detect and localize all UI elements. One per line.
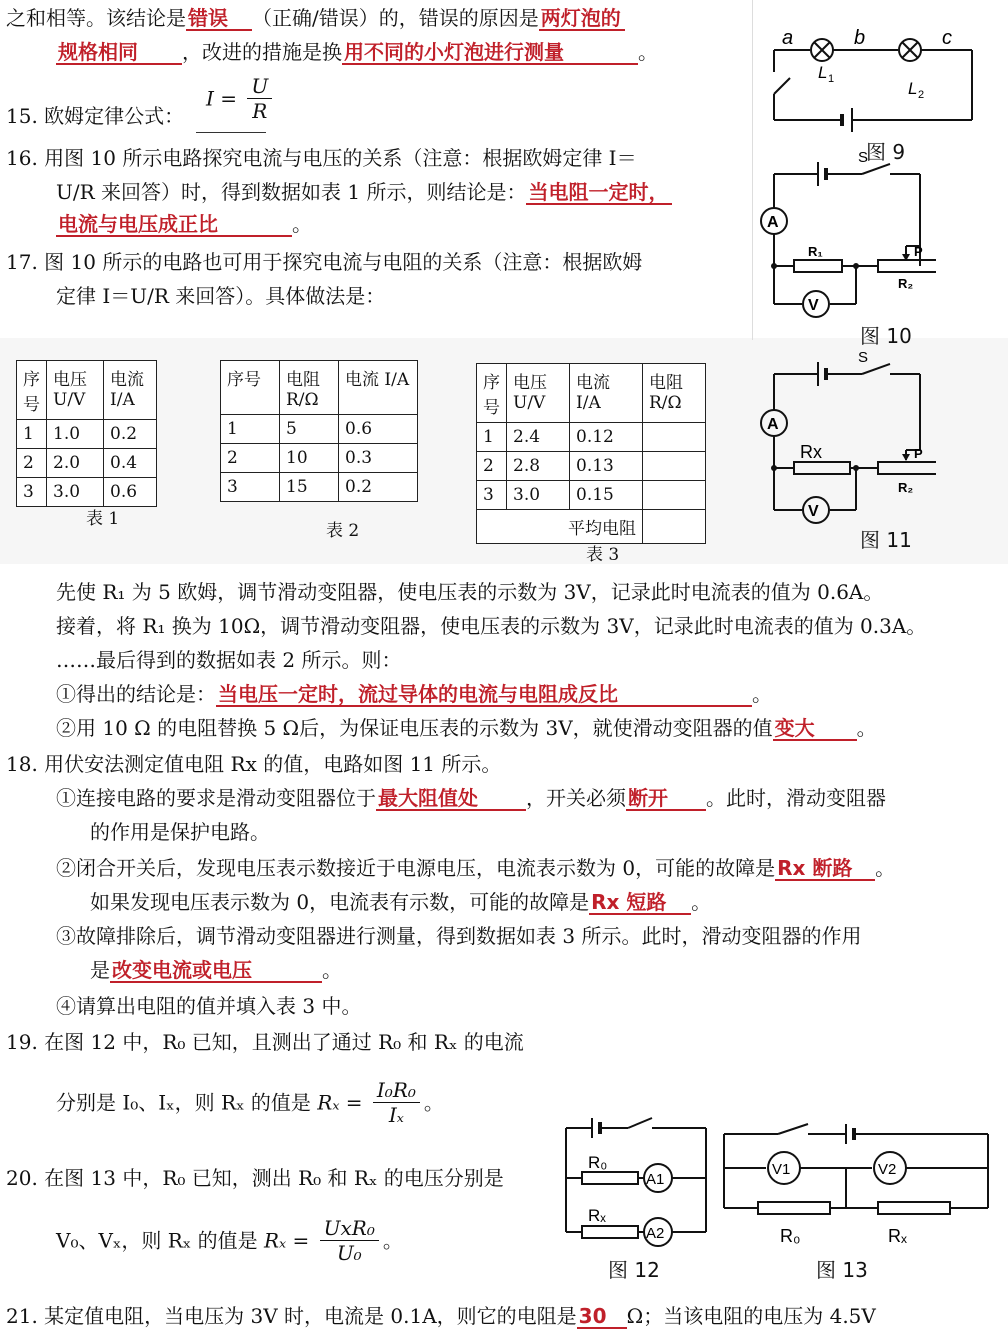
text: 。 [856,716,877,740]
text: 。此时，滑动变阻器 [706,786,886,810]
text: 如果发现电压表示数为 0，电流表有示数，可能的故障是 [90,890,590,914]
text: ，改进的措施是换 [182,40,342,64]
answer-q18-2b: Rx 短路 [589,892,691,915]
formula-num: UxR₀ [320,1218,379,1241]
table-avg-value[interactable] [643,510,706,544]
fig11-label-S: S [858,349,869,366]
q16-line-3 [56,214,312,237]
table-cell: 2.8 [507,452,570,481]
fig9-label-b: b [854,28,866,49]
text: 15. 欧姆定律公式： [6,104,185,128]
q18-sub-1 [56,788,886,811]
figure-11-caption: 图 11 [860,528,912,552]
figure-10-circuit [756,148,936,324]
text: ，开关必须 [526,786,626,810]
figure-13-caption: 图 13 [816,1258,868,1282]
figure-11-circuit [756,346,936,526]
table-cell: 5 [280,415,339,444]
table-row [477,510,706,544]
q15-underline [196,132,266,133]
formula-fraction [247,76,272,121]
table-cell[interactable] [643,423,706,452]
table-avg-label: 平均电阻 [477,510,643,544]
fig11-label-Rx: Rx [800,442,822,462]
table-cell: 3 [221,473,280,502]
table-cell: 1.0 [47,420,104,449]
figure-12-circuit [556,1110,716,1256]
q17-line-2: 定律 I＝U/R 来回答）。具体做法是： [56,284,386,308]
table-header-cell: 序号 [221,361,280,415]
table-row [477,481,706,510]
q18-sub-2 [56,858,895,881]
text: 分别是 I₀、Iₓ，则 Rₓ 的值是 [56,1090,311,1115]
table-cell: 0.6 [339,415,418,444]
table-header-cell: 序 号 [477,364,507,423]
answer-q18-2a: Rx 断路 [775,858,875,881]
table-cell: 0.2 [339,473,418,502]
table-header-cell: 电流 I/A [104,361,157,420]
answer-q18-3: 改变电流或电压 [110,960,322,983]
text: 。 [292,212,312,236]
fig9-label-L2: L [908,79,918,98]
voltmeter-icon: V [808,503,819,520]
ammeter-a1-icon: A1 [646,1171,665,1188]
table-cell: 1 [221,415,280,444]
voltmeter-v1-icon: V1 [772,1161,791,1178]
fig9-label-L2-sub: 2 [918,89,925,101]
text: 。 [752,682,772,706]
text: ②闭合开关后，发现电压表示数接近于电源电压，电流表示数为 0，可能的故障是 [56,856,776,880]
q15-formula [206,76,276,121]
figure-13-circuit [718,1114,994,1254]
q17-para-2: 接着，将 R₁ 换为 10Ω，调节滑动变阻器，使电压表的示数为 3V，记录此时电流表的值为 0.3A。 [56,614,927,638]
fig9-label-L1-sub: 1 [828,73,835,85]
figure-9-circuit [760,28,1000,133]
table-2-caption: 表 2 [326,521,360,541]
figure-12-caption: 图 12 [608,1258,660,1282]
table-cell: 0.3 [339,444,418,473]
ammeter-icon: A [767,416,779,433]
table-2 [220,360,418,502]
text: 。 [382,1228,403,1253]
voltmeter-v2-icon: V2 [878,1161,897,1178]
answer-q18-1a: 最大阻值处 [376,788,526,811]
table-cell: 3 [17,478,47,507]
text: 。 [691,890,712,914]
q20-line-1: 20. 在图 13 中，R₀ 已知，测出 R₀ 和 Rₓ 的电压分别是 [6,1166,504,1190]
fig12-label-Rx: Rₓ [588,1206,606,1225]
fig13-label-Rx: Rₓ [888,1226,907,1246]
q19-line-1: 19. 在图 12 中，R₀ 已知，且测出了通过 R₀ 和 Rₓ 的电流 [6,1030,524,1054]
q17-sub-1 [56,684,772,707]
table-cell: 0.12 [570,423,643,452]
q17-para-1: 先使 R₁ 为 5 欧姆，调节滑动变阻器，使电压表的示数为 3V，记录此时电流表的值为 0.6A。 [56,580,884,604]
table-header-cell: 序 号 [17,361,47,420]
table-cell: 0.2 [104,420,157,449]
table-header-cell: 电阻 R/Ω [280,361,339,415]
text: 。 [322,958,342,982]
q20-line-2 [56,1218,403,1263]
fig12-label-R0: R₀ [588,1153,608,1172]
answer-q18-1b: 断开 [626,788,706,811]
table-3-caption: 表 3 [586,545,620,565]
formula-den: Iₓ [388,1103,404,1127]
answer-q16-1: 当电阻一定时， [526,182,672,205]
text: ①得出的结论是： [56,682,216,706]
fig10-label-S: S [858,149,869,166]
q17-line-1: 17. 图 10 所示的电路也可用于探究电流与电阻的关系（注意：根据欧姆 [6,250,643,274]
table-row [477,452,706,481]
table-row [221,415,418,444]
table-header-cell: 电流 I/A [339,361,418,415]
q16-line-1: 16. 用图 10 所示电路探究电流与电压的关系（注意：根据欧姆定律 I＝ [6,146,637,170]
text: U/R 来回答）时，得到数据如表 1 所示，则结论是： [56,180,527,204]
voltmeter-icon: V [808,297,819,314]
answer-q17-2: 变大 [773,718,857,741]
text: 。 [875,856,896,880]
formula-den: U₀ [336,1241,362,1265]
formula-num: U [247,76,272,99]
text: Ω；当该电阻的电压为 4.5V [626,1304,876,1328]
q18-sub-2-cont [90,892,711,915]
table-cell: 15 [280,473,339,502]
answer-q17-1: 当电压一定时，流过导体的电流与电阻成反比 [216,684,752,707]
column-divider [752,0,753,340]
fig9-label-L1: L [818,63,828,82]
intro-line-1 [6,8,625,31]
table-row [17,420,157,449]
table-cell[interactable] [643,452,706,481]
fig9-label-c: c [942,28,952,49]
table-row [477,423,706,452]
figure-10-caption: 图 10 [860,324,912,348]
fig10-label-R2: R₂ [898,276,914,291]
table-cell: 0.13 [570,452,643,481]
formula-lhs: Rₓ = [264,1228,310,1253]
table-row [17,449,157,478]
q15-label [6,106,184,126]
text: 21. 某定值电阻，当电压为 3V 时，电流是 0.1A，则它的电阻是 [6,1304,577,1328]
text: 之和相等。该结论是 [6,6,186,30]
ammeter-icon: A [767,214,779,231]
q17-para-3: ……最后得到的数据如表 2 所示。则： [56,648,402,672]
fig13-label-R0: R₀ [780,1226,801,1246]
table-cell: 3.0 [507,481,570,510]
q18-sub-3-cont [90,960,342,983]
table-cell: 1 [477,423,507,452]
intro-line-2 [56,42,658,65]
table-1 [16,360,157,507]
q18-line-0: 18. 用伏安法测定值电阻 Rx 的值，电路如图 11 所示。 [6,752,502,776]
fig10-label-R1: R₁ [808,244,823,259]
text: V₀、Vₓ，则 Rₓ 的值是 [56,1228,258,1253]
table-cell: 2 [477,452,507,481]
q18-sub-3: ③故障排除后，调节滑动变阻器进行测量，得到数据如表 3 所示。此时，滑动变阻器的作用 [56,924,862,948]
q19-line-2 [56,1080,444,1125]
table-row [221,361,418,415]
table-cell: 0.15 [570,481,643,510]
table-cell: 2 [221,444,280,473]
text: 。 [423,1090,444,1115]
table-cell: 10 [280,444,339,473]
text: 。 [638,40,658,64]
answer-q21: 30 [577,1306,627,1329]
text: ②用 10 Ω 的电阻替换 5 Ω后，为保证电压表的示数为 3V，就使滑动变阻器的值 [56,716,773,740]
table-cell: 2.0 [47,449,104,478]
table-cell: 2.4 [507,423,570,452]
text: ①连接电路的要求是滑动变阻器位于 [56,786,376,810]
table-header-cell: 电流 I/A [570,364,643,423]
table-1-caption: 表 1 [86,509,120,529]
fig11-label-R2: R₂ [898,480,914,495]
formula-lhs: I = [206,86,238,111]
answer-fix: 用不同的小灯泡进行测量 [342,42,638,65]
fig10-label-P: P [914,244,923,259]
table-header-cell: 电压 U/V [507,364,570,423]
slider-arrow-icon [902,454,910,461]
table-row [221,473,418,502]
q16-line-2 [56,182,672,205]
table-3 [476,363,706,544]
text: 是 [90,958,110,982]
fig9-label-a: a [782,28,794,49]
answer-q16-2: 电流与电压成正比 [56,214,292,237]
table-cell: 1 [17,420,47,449]
figure-9-caption: 图 9 [866,140,906,164]
formula-num: I₀R₀ [373,1080,420,1103]
fig11-label-P: P [914,446,923,461]
table-row [221,444,418,473]
table-cell: 0.4 [104,449,157,478]
answer-reason-1: 两灯泡的 [539,8,625,31]
table-row [477,364,706,423]
q18-sub-1-cont: 的作用是保护电路。 [90,820,270,844]
formula-fraction [373,1080,420,1125]
table-cell: 3 [477,481,507,510]
q18-sub-4: ④请算出电阻的值并填入表 3 中。 [56,994,362,1018]
table-cell: 3.0 [47,478,104,507]
table-cell: 2 [17,449,47,478]
formula-lhs: Rₓ = [317,1090,363,1115]
table-cell[interactable] [643,481,706,510]
table-cell: 0.6 [104,478,157,507]
q21-line [6,1306,876,1329]
ammeter-a2-icon: A2 [646,1225,665,1242]
q17-sub-2 [56,718,877,741]
table-header-cell: 电阻 R/Ω [643,364,706,423]
formula-fraction [320,1218,379,1263]
text: （正确/错误）的，错误的原因是 [252,6,539,30]
table-header-cell: 电压 U/V [47,361,104,420]
answer-reason-2: 规格相同 [56,42,182,65]
table-row [17,361,157,420]
table-row [17,478,157,507]
answer-wrong: 错误 [186,8,252,31]
formula-den: R [252,99,268,123]
